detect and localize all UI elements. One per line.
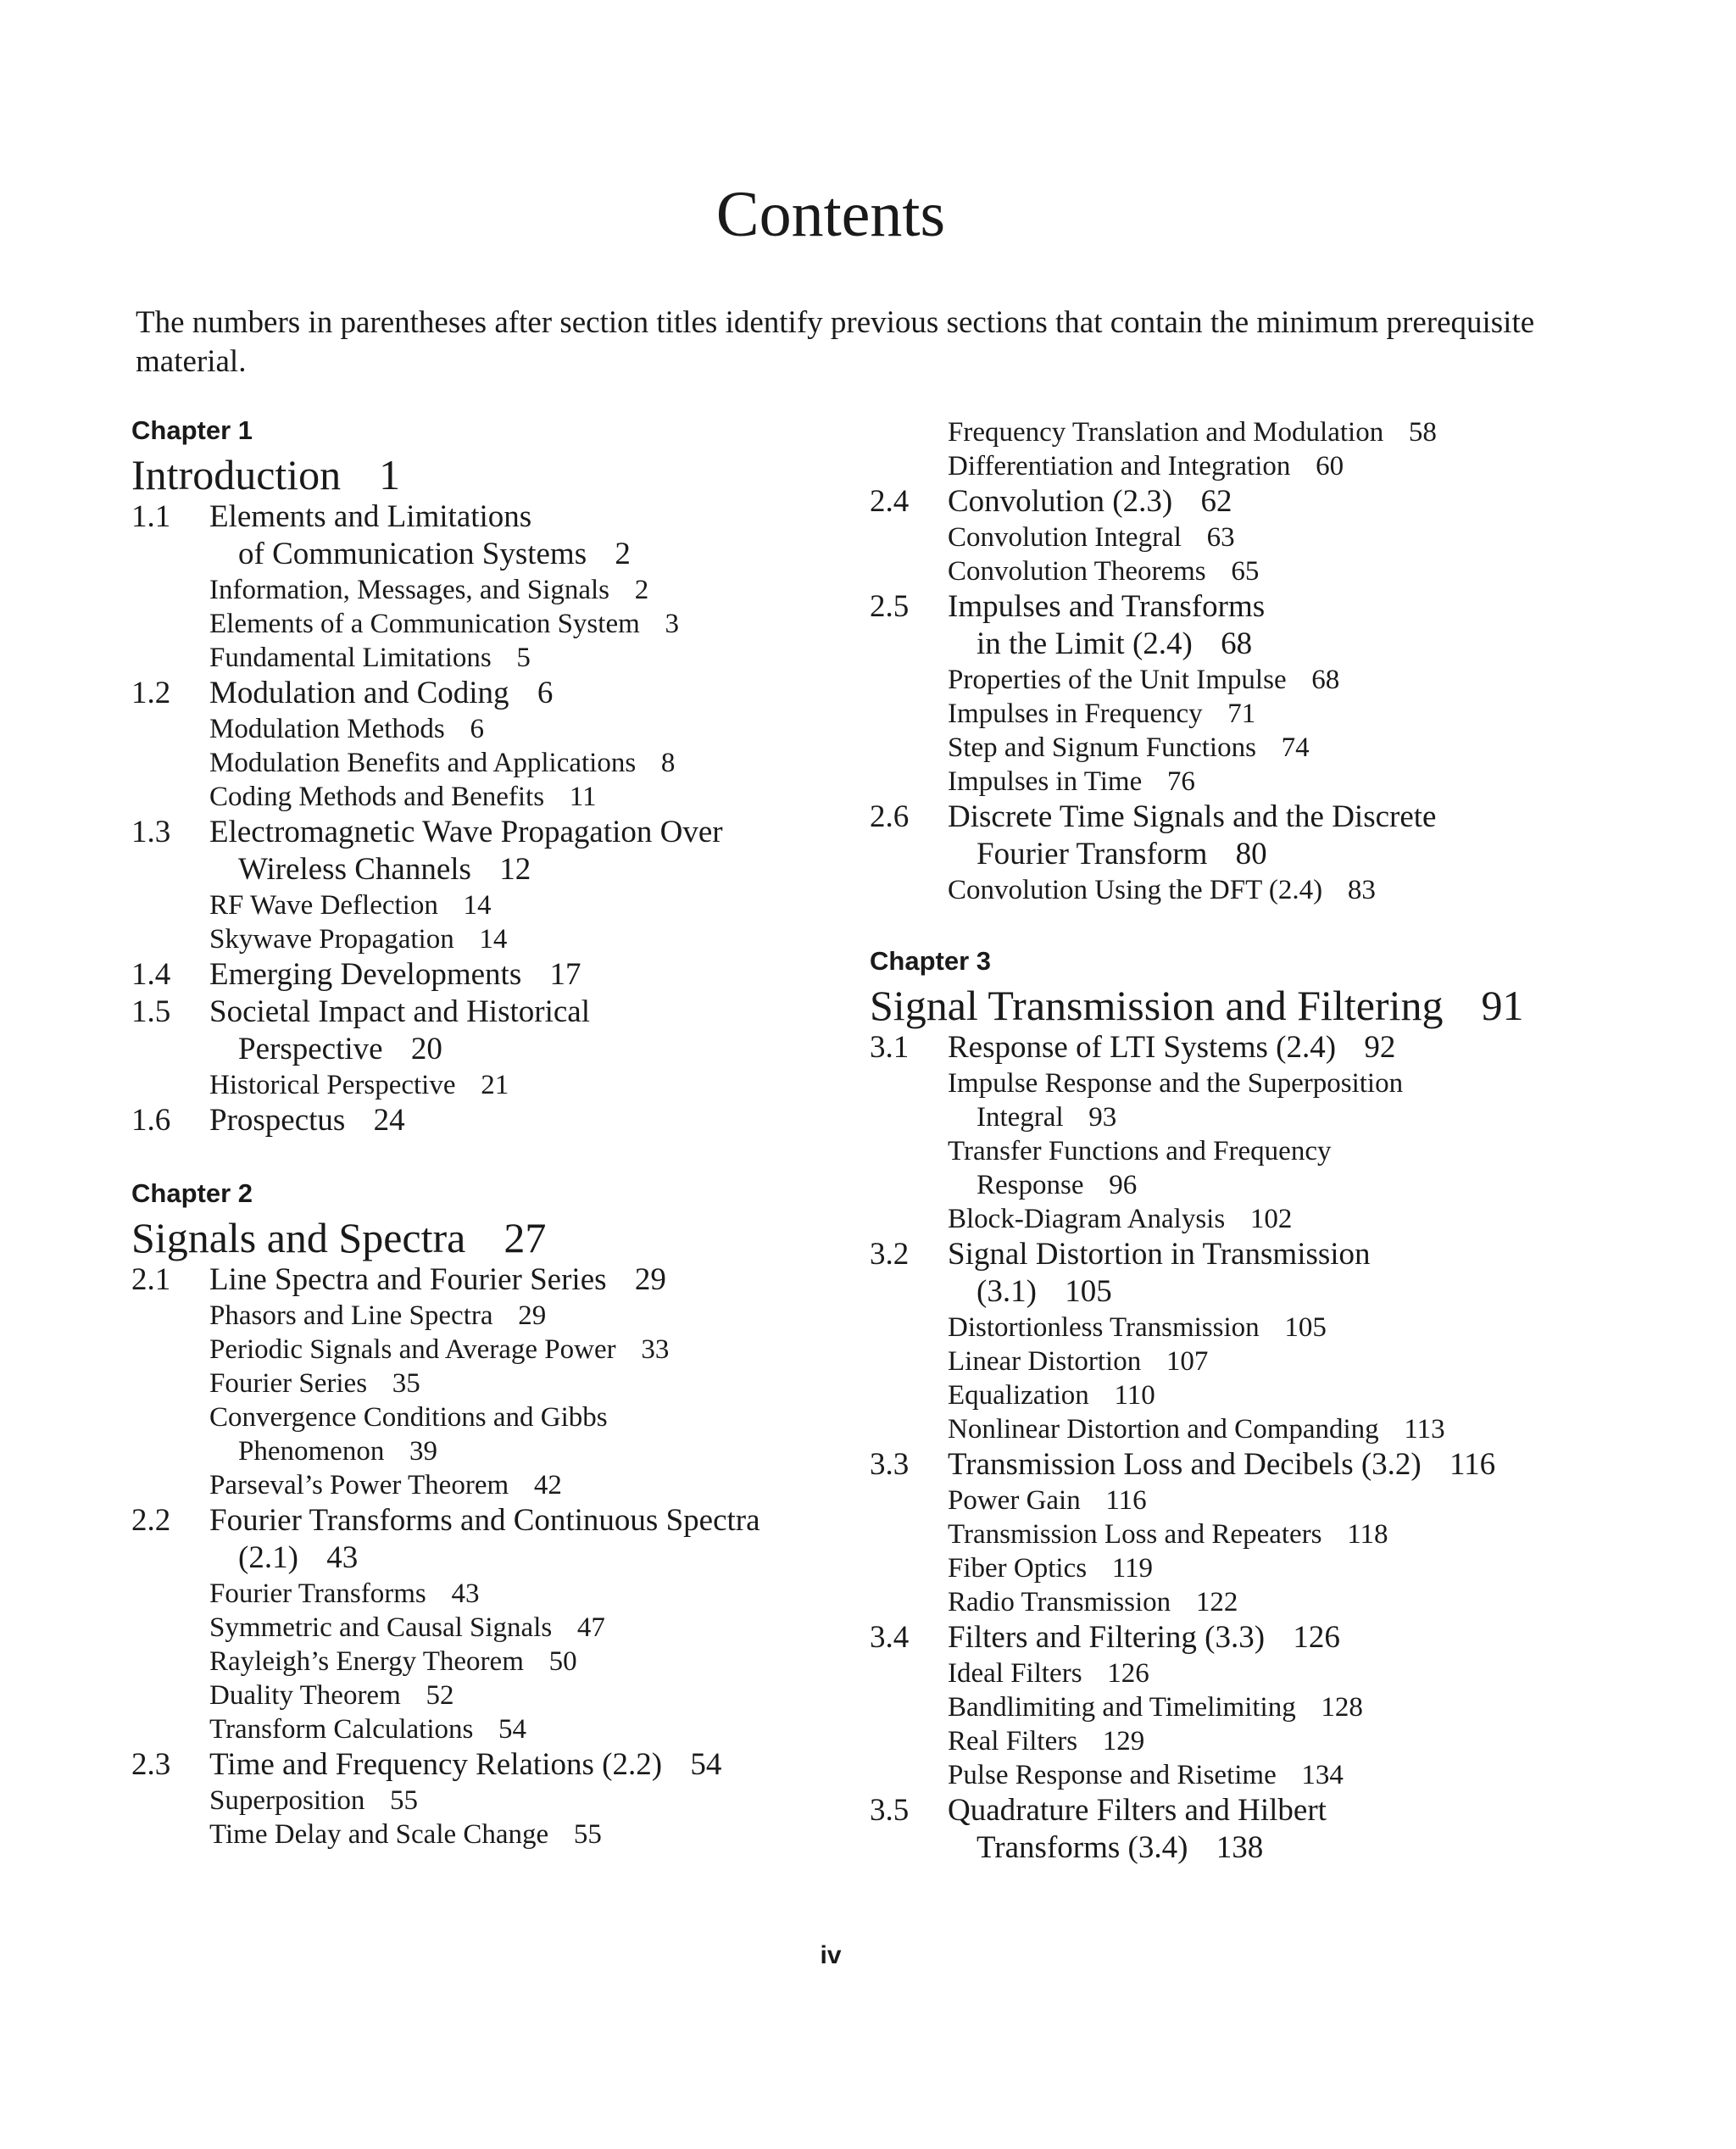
section-title-text: Filters and Filtering (3.3) bbox=[948, 1620, 1266, 1655]
section-title-continued: Fourier Transform bbox=[976, 837, 1208, 871]
subsection-page-number: 5 bbox=[516, 643, 531, 673]
subsection-title: Convolution Integral bbox=[948, 522, 1182, 553]
section-title-continued: (2.1) bbox=[238, 1540, 298, 1575]
subsection-page-number: 29 bbox=[518, 1300, 547, 1331]
subsection-page-number: 118 bbox=[1347, 1519, 1388, 1550]
section-entry-continued bbox=[238, 851, 531, 888]
section-number: 3.4 bbox=[870, 1620, 910, 1655]
section-number: 1.4 bbox=[131, 957, 171, 992]
subsection-entry bbox=[948, 1724, 1144, 1758]
chapter-label-text: Chapter 2 bbox=[131, 1178, 253, 1208]
subsection-entry bbox=[948, 521, 1235, 554]
section-page-number: 126 bbox=[1293, 1620, 1340, 1655]
section-page-number: 92 bbox=[1364, 1030, 1396, 1065]
section-title-text: Modulation and Coding bbox=[209, 676, 509, 710]
subsection-title: Coding Methods and Benefits bbox=[209, 782, 545, 812]
subsection-title: Impulses in Time bbox=[948, 766, 1143, 797]
subsection-page-number: 35 bbox=[392, 1368, 420, 1399]
subsection-entry bbox=[948, 1517, 1388, 1551]
subsection-title: Frequency Translation and Modulation bbox=[948, 417, 1384, 448]
chapter-page-number: 27 bbox=[504, 1214, 547, 1261]
section-number: 1.2 bbox=[131, 676, 171, 710]
subsection-entry bbox=[209, 922, 507, 956]
subsection-entry bbox=[948, 1412, 1445, 1446]
subsection-entry bbox=[948, 873, 1376, 907]
section-number: 3.3 bbox=[870, 1447, 910, 1482]
subsection-title: Convolution Theorems bbox=[948, 556, 1206, 587]
section-title bbox=[209, 956, 581, 994]
subsection-entry bbox=[209, 1333, 669, 1367]
section-title: Electromagnetic Wave Propagation Over bbox=[209, 815, 723, 849]
subsection-title: Impulse Response and the Superposition bbox=[948, 1068, 1404, 1099]
subsection-page-number: 14 bbox=[463, 890, 492, 921]
section-title: Elements and Limitations bbox=[209, 499, 532, 534]
section-entry-continued bbox=[976, 1829, 1263, 1867]
section-title-continued: (3.1) bbox=[976, 1274, 1037, 1309]
subsection-entry bbox=[948, 554, 1259, 588]
section-title: Fourier Transforms and Continuous Spectra bbox=[209, 1503, 760, 1538]
section-title-text: Time and Frequency Relations (2.2) bbox=[209, 1747, 663, 1782]
subsection-entry-continued bbox=[976, 1100, 1116, 1134]
subsection-page-number: 74 bbox=[1281, 732, 1310, 763]
section-number: 2.6 bbox=[870, 799, 910, 834]
subsection-title: Historical Perspective bbox=[209, 1070, 456, 1100]
section-page-number: 17 bbox=[549, 957, 581, 992]
section-title-continued: Wireless Channels bbox=[238, 852, 471, 887]
subsection-page-number: 6 bbox=[470, 714, 484, 744]
section-number: 3.1 bbox=[870, 1030, 910, 1065]
subsection-title: Time Delay and Scale Change bbox=[209, 1819, 549, 1850]
subsection-title: Information, Messages, and Signals bbox=[209, 575, 610, 605]
subsection-entry bbox=[209, 1679, 453, 1712]
subsection-entry bbox=[209, 1712, 526, 1746]
subsection-entry bbox=[948, 449, 1344, 483]
subsection-page-number: 65 bbox=[1231, 556, 1260, 587]
section-page-number: 62 bbox=[1200, 484, 1232, 519]
section-entry-continued bbox=[238, 536, 631, 573]
subsection-entry bbox=[948, 1311, 1327, 1345]
subsection-entry bbox=[948, 1551, 1153, 1585]
subsection-entry bbox=[209, 1400, 608, 1434]
subsection-title: Ideal Filters bbox=[948, 1658, 1082, 1689]
subsection-page-number: 43 bbox=[451, 1578, 480, 1609]
subsection-entry bbox=[209, 888, 492, 922]
section-entry-continued bbox=[238, 1539, 358, 1577]
section-title-text: Convolution (2.3) bbox=[948, 484, 1173, 519]
subsection-page-number: 50 bbox=[548, 1646, 577, 1677]
subsection-entry bbox=[209, 1611, 605, 1645]
section-entry-continued bbox=[976, 836, 1267, 873]
section-title bbox=[209, 1261, 666, 1299]
subsection-entry bbox=[209, 1784, 418, 1818]
section-title bbox=[948, 1619, 1340, 1656]
chapter-title bbox=[131, 451, 400, 498]
section-title-text: Response of LTI Systems (2.4) bbox=[948, 1030, 1337, 1065]
section-title bbox=[209, 1746, 721, 1784]
subsection-entry bbox=[948, 415, 1437, 449]
subsection-page-number: 68 bbox=[1311, 665, 1340, 695]
section-number: 1.1 bbox=[131, 499, 171, 534]
section-title-text: Emerging Developments bbox=[209, 957, 522, 992]
subsection-title: Convergence Conditions and Gibbs bbox=[209, 1402, 608, 1433]
chapter-title bbox=[870, 982, 1523, 1029]
section-page-number: 29 bbox=[634, 1262, 666, 1297]
subsection-title: Fourier Transforms bbox=[209, 1578, 426, 1609]
subsection-title: Block-Diagram Analysis bbox=[948, 1204, 1226, 1234]
subsection-entry bbox=[209, 1468, 562, 1502]
subsection-page-number: 8 bbox=[660, 748, 676, 778]
subsection-entry bbox=[948, 1656, 1149, 1690]
subsection-entry bbox=[209, 1577, 479, 1611]
subsection-page-number: 107 bbox=[1166, 1346, 1209, 1377]
prerequisite-note: The numbers in parentheses after section titles identify previous sections that contain the minimum prerequisite material. bbox=[136, 305, 1535, 379]
subsection-title: Periodic Signals and Average Power bbox=[209, 1334, 616, 1365]
subsection-entry bbox=[948, 731, 1310, 765]
section-number: 1.6 bbox=[131, 1103, 171, 1138]
subsection-page-number: 83 bbox=[1347, 875, 1376, 905]
chapter-page-number: 91 bbox=[1481, 982, 1524, 1029]
section-page-number: 20 bbox=[410, 1032, 442, 1066]
subsection-page-number: 39 bbox=[409, 1436, 438, 1467]
section-entry-continued bbox=[976, 1273, 1112, 1311]
section-number: 2.4 bbox=[870, 484, 910, 519]
subsection-title: Modulation Methods bbox=[209, 714, 445, 744]
section-page-number: 6 bbox=[537, 676, 554, 710]
subsection-entry bbox=[209, 1645, 577, 1679]
chapter-label-text: Chapter 1 bbox=[131, 415, 253, 445]
section-title: Signal Distortion in Transmission bbox=[948, 1237, 1371, 1272]
subsection-page-number: 33 bbox=[641, 1334, 670, 1365]
page-title: Contents bbox=[715, 179, 946, 250]
subsection-page-number: 102 bbox=[1249, 1204, 1293, 1234]
subsection-title: Transfer Functions and Frequency bbox=[948, 1136, 1332, 1166]
subsection-page-number: 21 bbox=[481, 1070, 509, 1100]
subsection-page-number: 128 bbox=[1321, 1692, 1363, 1723]
section-page-number: 116 bbox=[1449, 1447, 1496, 1482]
subsection-page-number: 47 bbox=[576, 1612, 605, 1643]
subsection-entry bbox=[948, 765, 1195, 799]
subsection-entry bbox=[209, 746, 675, 780]
subsection-title: Distortionless Transmission bbox=[948, 1312, 1260, 1343]
section-number: 3.2 bbox=[870, 1237, 910, 1272]
section-title bbox=[948, 483, 1232, 521]
subsection-entry bbox=[948, 1690, 1363, 1724]
subsection-title: Linear Distortion bbox=[948, 1346, 1142, 1377]
subsection-page-number: 134 bbox=[1301, 1760, 1344, 1790]
section-number: 2.3 bbox=[131, 1747, 171, 1782]
subsection-title: Parseval’s Power Theorem bbox=[209, 1470, 509, 1500]
page-number: iv bbox=[820, 1941, 842, 1969]
subsection-title: Convolution Using the DFT (2.4) bbox=[948, 875, 1323, 905]
section-title-continued: of Communication Systems bbox=[238, 537, 587, 571]
subsection-page-number: 122 bbox=[1195, 1587, 1238, 1617]
subsection-title: Duality Theorem bbox=[209, 1680, 401, 1711]
subsection-title: Fourier Series bbox=[209, 1368, 368, 1399]
subsection-page-number: 14 bbox=[479, 924, 508, 955]
subsection-page-number: 63 bbox=[1206, 522, 1235, 553]
section-title: Societal Impact and Historical bbox=[209, 994, 590, 1029]
section-title-continued: Perspective bbox=[238, 1032, 383, 1066]
subsection-title: Fundamental Limitations bbox=[209, 643, 492, 673]
subsection-page-number: 116 bbox=[1105, 1485, 1147, 1516]
section-number: 2.1 bbox=[131, 1262, 171, 1297]
subsection-page-number: 126 bbox=[1107, 1658, 1149, 1689]
subsection-page-number: 76 bbox=[1166, 766, 1195, 797]
subsection-page-number: 60 bbox=[1316, 451, 1344, 482]
subsection-page-number: 3 bbox=[665, 609, 679, 639]
subsection-entry bbox=[209, 1818, 602, 1851]
subsection-title: Impulses in Frequency bbox=[948, 699, 1203, 729]
subsection-title: Equalization bbox=[948, 1380, 1089, 1411]
subsection-entry bbox=[209, 1068, 509, 1102]
subsection-title: Radio Transmission bbox=[948, 1587, 1171, 1617]
subsection-title: Elements of a Communication System bbox=[209, 609, 640, 639]
section-page-number: 43 bbox=[326, 1540, 359, 1575]
subsection-page-number: 105 bbox=[1284, 1312, 1327, 1343]
subsection-page-number: 110 bbox=[1114, 1380, 1155, 1411]
section-title bbox=[209, 1102, 405, 1139]
subsection-title: Response bbox=[976, 1170, 1084, 1200]
section-title bbox=[948, 1446, 1495, 1484]
subsection-entry bbox=[948, 1202, 1292, 1236]
subsection-entry bbox=[209, 780, 597, 814]
subsection-page-number: 11 bbox=[569, 782, 597, 812]
subsection-page-number: 129 bbox=[1102, 1726, 1145, 1757]
chapter-title-text: Signals and Spectra bbox=[131, 1214, 466, 1261]
section-page-number: 138 bbox=[1216, 1830, 1264, 1865]
section-entry-continued bbox=[976, 626, 1252, 663]
section-title-continued: in the Limit (2.4) bbox=[976, 626, 1193, 661]
subsection-entry bbox=[948, 1066, 1403, 1100]
subsection-title: Pulse Response and Risetime bbox=[948, 1760, 1277, 1790]
subsection-entry bbox=[209, 712, 484, 746]
subsection-entry bbox=[948, 1378, 1155, 1412]
subsection-page-number: 93 bbox=[1088, 1102, 1117, 1133]
subsection-title: Integral bbox=[976, 1102, 1064, 1133]
subsection-page-number: 119 bbox=[1111, 1553, 1154, 1584]
subsection-page-number: 52 bbox=[426, 1680, 454, 1711]
subsection-page-number: 42 bbox=[533, 1470, 562, 1500]
section-title: Discrete Time Signals and the Discrete bbox=[948, 799, 1437, 834]
section-number: 3.5 bbox=[870, 1793, 910, 1828]
subsection-page-number: 71 bbox=[1227, 699, 1256, 729]
section-page-number: 2 bbox=[615, 537, 631, 571]
subsection-title: Transform Calculations bbox=[209, 1714, 474, 1745]
subsection-title: Transmission Loss and Repeaters bbox=[948, 1519, 1322, 1550]
section-page-number: 12 bbox=[499, 852, 531, 887]
subsection-title: Fiber Optics bbox=[948, 1553, 1088, 1584]
chapter-title bbox=[131, 1214, 546, 1261]
subsection-title: RF Wave Deflection bbox=[209, 890, 438, 921]
subsection-page-number: 55 bbox=[573, 1819, 602, 1850]
subsection-title: Differentiation and Integration bbox=[948, 451, 1291, 482]
subsection-title: Rayleigh’s Energy Theorem bbox=[209, 1646, 524, 1677]
subsection-page-number: 113 bbox=[1404, 1414, 1445, 1445]
chapter-label bbox=[870, 946, 991, 977]
section-number: 2.2 bbox=[131, 1503, 171, 1538]
subsection-entry bbox=[209, 1299, 546, 1333]
subsection-page-number: 55 bbox=[390, 1785, 419, 1816]
section-entry-continued bbox=[238, 1031, 442, 1068]
section-title-text: Prospectus bbox=[209, 1103, 346, 1138]
section-title bbox=[948, 1029, 1395, 1066]
subsection-entry bbox=[948, 1484, 1147, 1517]
subsection-title: Symmetric and Causal Signals bbox=[209, 1612, 553, 1643]
chapter-title-text: Signal Transmission and Filtering bbox=[870, 982, 1444, 1029]
subsection-page-number: 96 bbox=[1109, 1170, 1138, 1200]
subsection-entry bbox=[209, 641, 531, 675]
section-number: 1.3 bbox=[131, 815, 171, 849]
section-page-number: 54 bbox=[690, 1747, 722, 1782]
subsection-entry bbox=[209, 573, 648, 607]
subsection-entry bbox=[948, 1585, 1238, 1619]
subsection-entry-continued bbox=[976, 1168, 1137, 1202]
subsection-entry bbox=[948, 1758, 1344, 1792]
subsection-entry bbox=[948, 1345, 1208, 1378]
subsection-title: Step and Signum Functions bbox=[948, 732, 1256, 763]
chapter-label-text: Chapter 3 bbox=[870, 946, 991, 976]
section-title-text: Transmission Loss and Decibels (3.2) bbox=[948, 1447, 1422, 1482]
subsection-title: Bandlimiting and Timelimiting bbox=[948, 1692, 1296, 1723]
section-title-continued: Transforms (3.4) bbox=[976, 1830, 1188, 1865]
subsection-page-number: 58 bbox=[1408, 417, 1437, 448]
subsection-title: Phenomenon bbox=[238, 1436, 385, 1467]
chapter-label bbox=[131, 1178, 253, 1209]
section-title: Impulses and Transforms bbox=[948, 589, 1266, 624]
chapter-title-text: Introduction bbox=[131, 451, 342, 498]
subsection-title: Properties of the Unit Impulse bbox=[948, 665, 1287, 695]
subsection-entry-continued bbox=[238, 1434, 437, 1468]
section-page-number: 80 bbox=[1235, 837, 1267, 871]
subsection-title: Real Filters bbox=[948, 1726, 1078, 1757]
section-number: 1.5 bbox=[131, 994, 171, 1029]
subsection-entry bbox=[948, 697, 1255, 731]
subsection-entry bbox=[209, 1367, 420, 1400]
subsection-title: Nonlinear Distortion and Companding bbox=[948, 1414, 1379, 1445]
section-page-number: 105 bbox=[1065, 1274, 1112, 1309]
subsection-title: Modulation Benefits and Applications bbox=[209, 748, 637, 778]
subsection-entry bbox=[948, 663, 1339, 697]
chapter-page-number: 1 bbox=[379, 451, 401, 498]
subsection-page-number: 2 bbox=[634, 575, 649, 605]
section-number: 2.5 bbox=[870, 589, 910, 624]
section-page-number: 24 bbox=[373, 1103, 405, 1138]
section-title-text: Line Spectra and Fourier Series bbox=[209, 1262, 607, 1297]
section-title bbox=[209, 675, 553, 712]
subsection-title: Power Gain bbox=[948, 1485, 1081, 1516]
subsection-title: Phasors and Line Spectra bbox=[209, 1300, 493, 1331]
section-title: Quadrature Filters and Hilbert bbox=[948, 1793, 1327, 1828]
subsection-title: Skywave Propagation bbox=[209, 924, 454, 955]
subsection-title: Superposition bbox=[209, 1785, 365, 1816]
section-page-number: 68 bbox=[1221, 626, 1253, 661]
chapter-label bbox=[131, 415, 253, 446]
subsection-entry bbox=[209, 607, 679, 641]
subsection-entry bbox=[948, 1134, 1331, 1168]
subsection-page-number: 54 bbox=[498, 1714, 527, 1745]
